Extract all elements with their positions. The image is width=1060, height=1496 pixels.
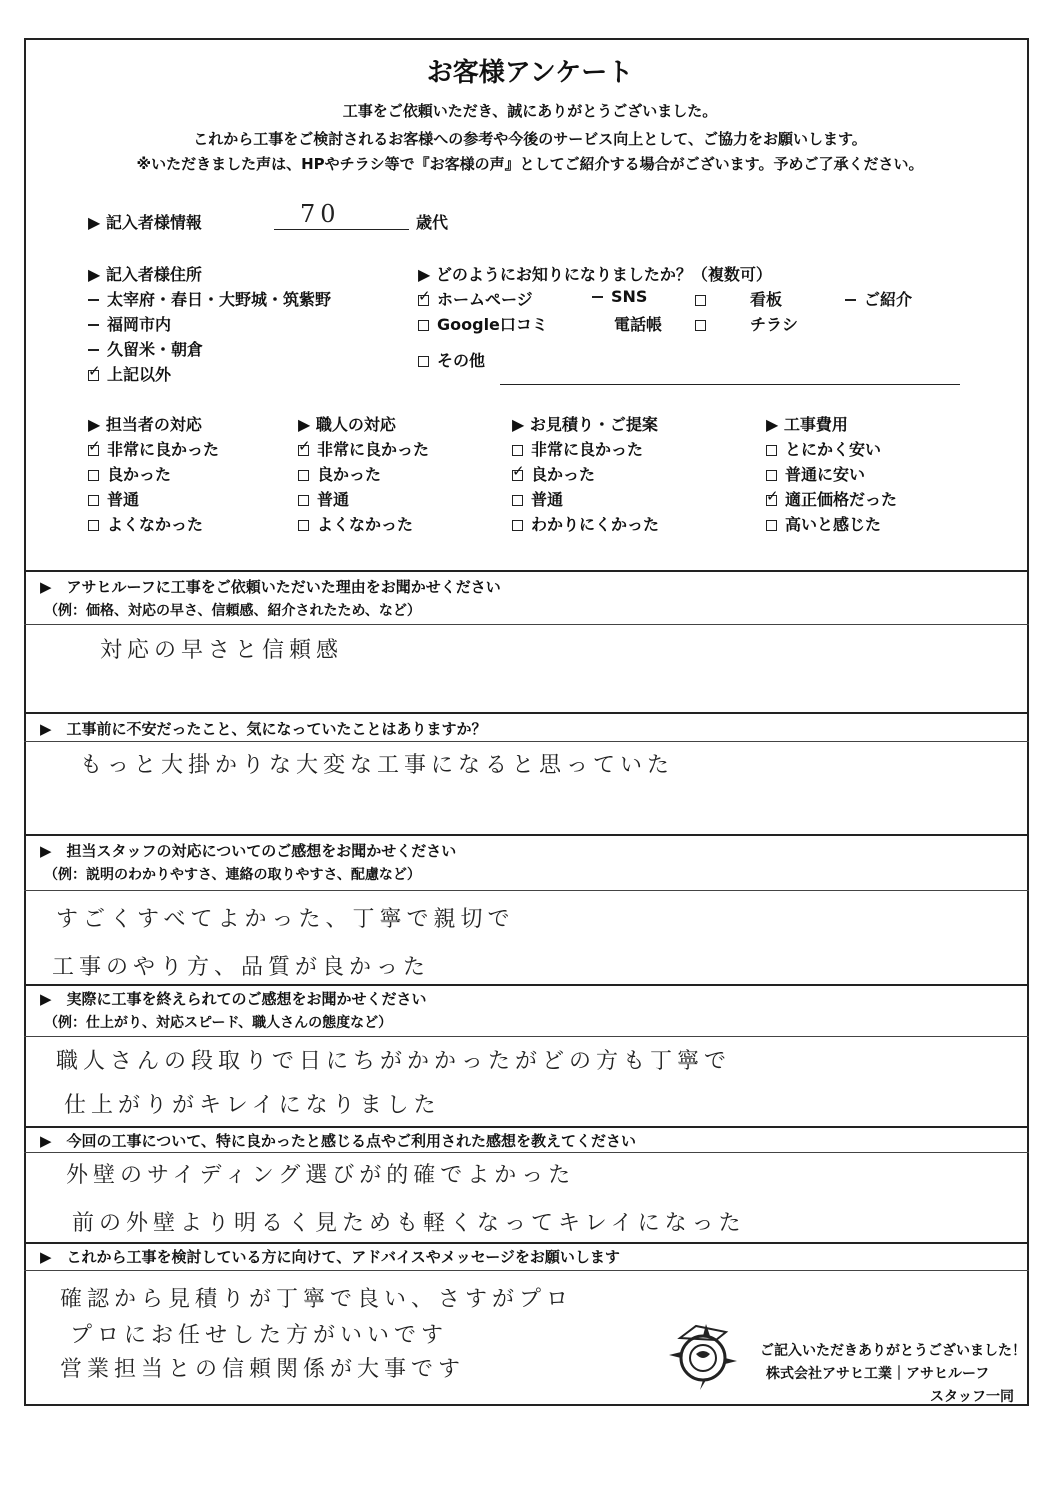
rating-estimate-option-3[interactable] — [512, 487, 563, 510]
rating-option-text: よくなかった — [317, 515, 414, 534]
age-suffix: 歳代 — [416, 213, 449, 232]
checkbox-blank[interactable] — [845, 299, 856, 301]
address-option-text: 久留米・朝倉 — [107, 340, 204, 359]
age-underline — [274, 229, 409, 230]
answer-divider — [24, 624, 1029, 625]
checkbox-empty[interactable] — [88, 470, 99, 481]
rating-option-text: 良かった — [107, 465, 172, 484]
rating-estimate-label: ▶ お見積り・ご提案 — [512, 415, 658, 434]
checkbox-empty[interactable] — [695, 320, 706, 331]
address-option-1[interactable] — [88, 287, 331, 310]
question-5-answer-line-1[interactable]: 外壁のサイディング選びが的確でよかった — [66, 1163, 576, 1188]
question-1-title: ▶ アサヒルーフに工事をご依頼いただいた理由をお聞かせください — [40, 578, 501, 596]
section-divider — [24, 834, 1029, 836]
rating-staff-option-2[interactable] — [88, 462, 171, 485]
question-4-answer-line-1[interactable]: 職人さんの段取りで日にちがかかったがどの方も丁寧で — [56, 1049, 732, 1074]
question-6-answer-line-1[interactable]: 確認から見積りが丁寧で良い、さすがプロ — [60, 1287, 574, 1312]
checkbox-empty[interactable] — [298, 470, 309, 481]
rating-option-text: 普通 — [317, 490, 350, 509]
answer-divider — [24, 1270, 1029, 1271]
checkbox-empty[interactable] — [298, 520, 309, 531]
rating-option-text: 良かった — [317, 465, 382, 484]
question-2-title: ▶ 工事前に不安だったこと、気になっていたことはありますか？ — [40, 720, 487, 738]
checkbox-empty[interactable] — [418, 356, 429, 367]
source-option-text: 電話帳 — [614, 315, 663, 334]
rating-staff-option-3[interactable] — [88, 487, 139, 510]
rating-craftsman-option-3[interactable] — [298, 487, 349, 510]
rating-staff-option-4[interactable] — [88, 512, 203, 535]
source-option-other[interactable] — [418, 348, 485, 371]
rating-craftsman-label: ▶ 職人の対応 — [298, 415, 396, 434]
question-2-answer-line-1[interactable]: もっと大掛かりな大変な工事になると思っていた — [80, 753, 675, 778]
question-1-answer-line-1[interactable]: 対応の早さと信頼感 — [100, 638, 344, 663]
source-option-referral[interactable] — [845, 287, 912, 310]
question-5-answer-line-2[interactable]: 前の外壁より明るく見ためも軽くなってキレイになった — [72, 1211, 746, 1236]
rating-option-text: 非常に良かった — [531, 440, 644, 459]
answer-divider — [24, 1036, 1029, 1037]
source-label: ▶ どのようにお知りになりましたか？（複数可） — [418, 265, 772, 284]
checkbox-empty[interactable] — [512, 445, 523, 456]
intro-line-2: これから工事をご検討されるお客様への参考や今後のサービス向上として、ご協力をお願いします。 — [193, 130, 867, 148]
address-label: ▶ 記入者様住所 — [88, 265, 202, 284]
checkbox-empty[interactable] — [766, 470, 777, 481]
address-option-3[interactable] — [88, 337, 203, 360]
section-divider — [24, 1126, 1029, 1128]
rating-option-text: 非常に良かった — [107, 440, 220, 459]
question-6-answer-line-3[interactable]: 営業担当との信頼関係が大事です — [60, 1357, 466, 1382]
rating-estimate-option-2[interactable] — [512, 462, 595, 485]
age-value[interactable]: 70 — [300, 200, 341, 228]
source-option-phonebook[interactable] — [614, 312, 662, 335]
checkbox-empty[interactable] — [766, 520, 777, 531]
company-logo-icon — [666, 1318, 740, 1392]
age-label: ▶ 記入者様情報 — [88, 213, 202, 232]
checkbox-blank[interactable] — [88, 324, 99, 326]
question-3-answer-line-1[interactable]: すごくすべてよかった、丁寧で親切で — [56, 907, 515, 932]
source-option-text: 看板 — [750, 290, 783, 309]
rating-craftsman-option-2[interactable] — [298, 462, 381, 485]
source-option-text: ご紹介 — [864, 290, 913, 309]
rating-cost-option-2[interactable] — [766, 462, 865, 485]
section-divider — [24, 712, 1029, 714]
question-4-example: （例：仕上がり、対応スピード、職人さんの態度など） — [44, 1015, 393, 1031]
rating-craftsman-option-1[interactable] — [298, 437, 429, 460]
footer-staff: スタッフ一同 — [930, 1389, 1014, 1405]
other-underline — [500, 384, 960, 385]
question-6-answer-line-2[interactable]: プロにお任せした方がいいです — [70, 1323, 449, 1348]
address-option-text: 福岡市内 — [107, 315, 172, 334]
rating-cost-option-3[interactable] — [766, 487, 897, 510]
checkbox-checked[interactable] — [298, 445, 309, 456]
section-divider — [24, 1242, 1029, 1244]
answer-divider — [24, 890, 1029, 891]
section-divider — [24, 570, 1029, 572]
checkbox-empty[interactable] — [88, 495, 99, 506]
checkbox-checked[interactable] — [766, 495, 777, 506]
source-option-sns[interactable] — [592, 287, 647, 306]
source-option-homepage[interactable] — [418, 287, 533, 310]
checkbox-empty[interactable] — [695, 295, 706, 306]
checkbox-checked[interactable] — [88, 370, 99, 381]
footer-company: 株式会社アサヒ工業｜アサヒルーフ — [766, 1366, 990, 1382]
source-option-text: ホームページ — [437, 290, 533, 309]
address-option-text: 上記以外 — [107, 365, 172, 384]
checkbox-blank[interactable] — [88, 349, 99, 351]
checkbox-checked[interactable] — [512, 470, 523, 481]
address-option-text: 太宰府・春日・大野城・筑紫野 — [107, 290, 332, 309]
source-option-text: SNS — [611, 287, 648, 306]
checkbox-empty[interactable] — [88, 520, 99, 531]
checkbox-checked[interactable] — [88, 445, 99, 456]
answer-divider — [24, 1152, 1029, 1153]
rating-option-text: 適正価格だった — [785, 490, 898, 509]
rating-option-text: 普通 — [107, 490, 140, 509]
rating-estimate-option-4[interactable] — [512, 512, 659, 535]
source-option-signboard[interactable] — [695, 287, 782, 310]
intro-line-1: 工事をご依頼いただき、誠にありがとうございました。 — [342, 102, 718, 120]
source-option-text: チラシ — [750, 315, 799, 334]
rating-cost-label: ▶ 工事費用 — [766, 415, 848, 434]
source-option-flyer[interactable] — [695, 312, 798, 335]
source-option-google[interactable] — [418, 312, 548, 335]
question-6-title: ▶ これから工事を検討している方に向けて、アドバイスやメッセージをお願いします — [40, 1248, 620, 1266]
rating-estimate-option-1[interactable] — [512, 437, 643, 460]
section-divider — [24, 984, 1029, 986]
rating-option-text: よくなかった — [107, 515, 204, 534]
source-option-text: Google口コミ — [437, 315, 548, 334]
question-3-title: ▶ 担当スタッフの対応についてのご感想をお聞かせください — [40, 842, 457, 860]
question-4-answer-line-2[interactable]: 仕上がりがキレイになりました — [64, 1093, 441, 1118]
checkbox-empty[interactable] — [418, 320, 429, 331]
question-3-example: （例：説明のわかりやすさ、連絡の取りやすさ、配慮など） — [44, 867, 421, 883]
question-4-title: ▶ 実際に工事を終えられてのご感想をお聞かせください — [40, 990, 427, 1008]
rating-option-text: 普通 — [531, 490, 564, 509]
rating-option-text: 良かった — [531, 465, 596, 484]
rating-craftsman-option-4[interactable] — [298, 512, 413, 535]
checkbox-blank[interactable] — [592, 296, 603, 298]
rating-cost-option-4[interactable] — [766, 512, 881, 535]
question-1-example: （例：価格、対応の早さ、信頼感、紹介されたため、など） — [44, 603, 421, 619]
checkbox-empty[interactable] — [512, 520, 523, 531]
address-option-4[interactable] — [88, 362, 171, 385]
checkbox-empty[interactable] — [512, 495, 523, 506]
rating-staff-label: ▶ 担当者の対応 — [88, 415, 202, 434]
rating-option-text: 高いと感じた — [785, 515, 882, 534]
page-title: お客様アンケート — [426, 58, 634, 88]
rating-option-text: わかりにくかった — [531, 515, 660, 534]
rating-option-text: 普通に安い — [785, 465, 866, 484]
rating-staff-option-1[interactable] — [88, 437, 219, 460]
address-option-2[interactable] — [88, 312, 171, 335]
rating-option-text: 非常に良かった — [317, 440, 430, 459]
checkbox-blank[interactable] — [88, 299, 99, 301]
rating-cost-option-1[interactable] — [766, 437, 881, 460]
question-3-answer-line-2[interactable]: 工事のやり方、品質が良かった — [52, 955, 431, 980]
checkbox-checked[interactable] — [418, 295, 429, 306]
question-5-title: ▶ 今回の工事について、特に良かったと感じる点やご利用された感想を教えてください — [40, 1132, 636, 1150]
intro-line-3: ※いただきました声は、HPやチラシ等で『お客様の声』としてご紹介する場合がございます。予めご了承ください。 — [136, 155, 924, 173]
checkbox-empty[interactable] — [298, 495, 309, 506]
answer-divider — [24, 741, 1029, 742]
rating-option-text: とにかく安い — [785, 440, 882, 459]
checkbox-empty[interactable] — [766, 445, 777, 456]
footer-thanks: ご記入いただきありがとうございました！ — [760, 1343, 1026, 1359]
source-option-text: その他 — [437, 351, 486, 370]
